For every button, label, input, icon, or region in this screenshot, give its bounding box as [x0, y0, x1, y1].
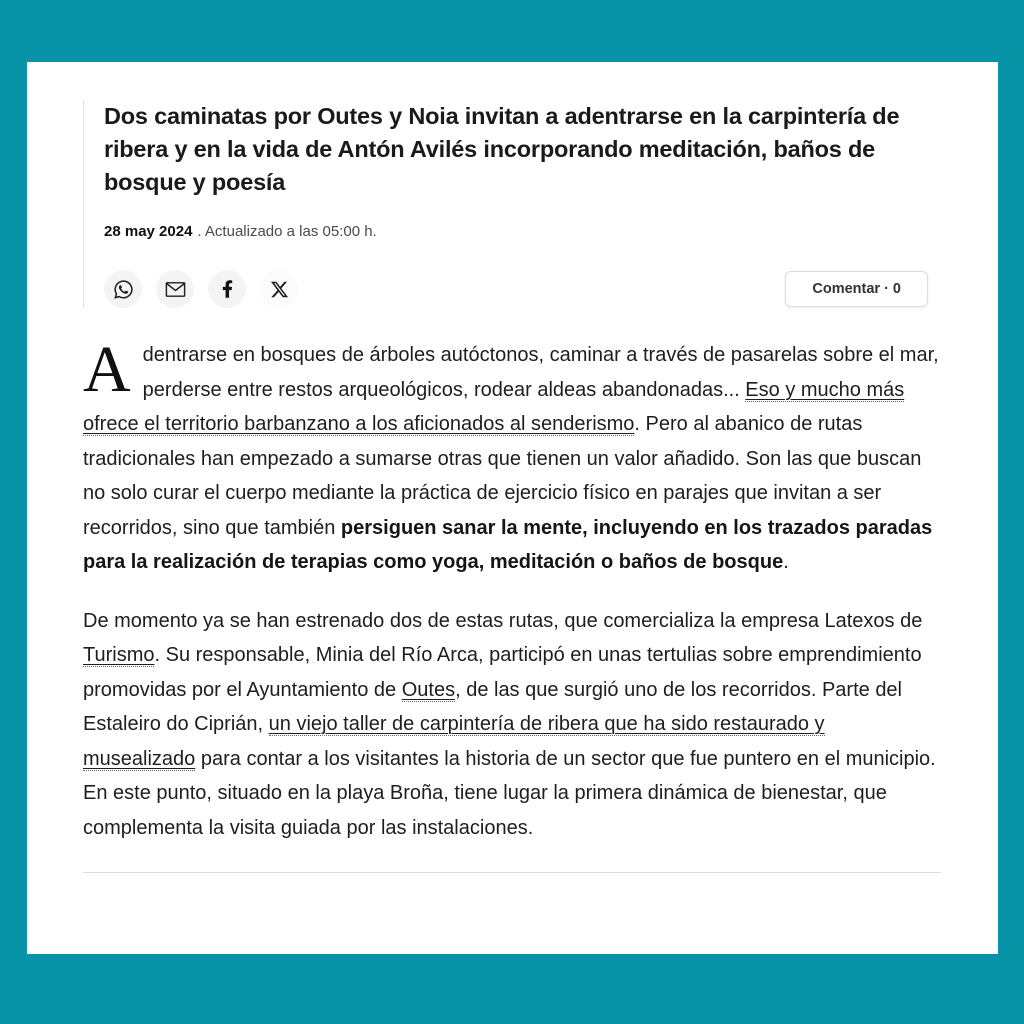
body-text: . Su responsable, Minia del Río Arca, participó en unas tertulias sobre emprendimiento promovidas por el Ayuntamiento de — [83, 644, 922, 701]
inline-link[interactable]: un viejo taller de carpintería de ribera que ha sido restaurado y musealizado — [83, 713, 825, 770]
share-whatsapp-button[interactable] — [104, 270, 142, 308]
share-x-button[interactable] — [260, 270, 298, 308]
share-icons — [104, 270, 298, 308]
inline-link[interactable]: Turismo — [83, 644, 155, 666]
body-text: dentrarse en bosques de árboles autóctonos, caminar a través de pasarelas sobre el mar, perderse entre restos arqueológicos, rodear aldeas abandonadas... — [142, 344, 939, 401]
email-icon — [164, 278, 187, 301]
article-title: Dos caminatas por Outes y Noia invitan a adentrarse en la carpintería de ribera y en la vida de Antón Avilés incorporando meditación, baños de bosque y poesía — [104, 103, 900, 195]
article-card — [27, 62, 998, 954]
publish-date: 28 may 2024 — [104, 223, 193, 240]
body-text: . — [783, 551, 789, 573]
body-text: para contar a los visitantes la historia de un sector que fue puntero en el municipio. En este punto, situado en la playa Broña, tiene lugar la primera dinámica de bienestar, que complementa la visita guiada por las instalaciones. — [83, 747, 936, 839]
updated-time: . Actualizado a las 05:00 h. — [197, 223, 377, 240]
body-text: . Pero al abanico de rutas tradicionales han empezado a sumarse otras que tienen un valor añadido. Son las que buscan no solo curar el cuerpo mediante la práctica de ejercicio físico en parajes que invitan a ser recorridos, sino que también — [83, 413, 922, 539]
whatsapp-icon — [113, 279, 134, 300]
article-header — [83, 100, 941, 308]
article-paragraph — [83, 604, 941, 846]
article-content — [27, 62, 998, 873]
body-text: , de las que surgió uno de los recorridos. Parte del Estaleiro do Ciprián, — [83, 678, 903, 735]
article-body — [83, 333, 941, 845]
share-email-button[interactable] — [156, 270, 194, 308]
comment-button[interactable]: Comentar · 0 — [785, 271, 928, 307]
article-paragraph — [83, 333, 941, 580]
dropcap: A — [83, 333, 131, 406]
dateline — [104, 223, 941, 240]
bold-text: persiguen sanar la mente, incluyendo en los trazados paradas para la realización de terapias como yoga, meditación o baños de bosque — [83, 516, 933, 573]
inline-link[interactable]: Eso y mucho más ofrece el territorio barbanzano a los aficionados al senderismo — [83, 378, 905, 435]
inline-link[interactable]: Outes — [401, 678, 456, 701]
x-icon — [270, 280, 289, 299]
bottom-divider — [83, 872, 941, 873]
body-text: De momento ya se han estrenado dos de estas rutas, que comercializa la empresa Latexos de — [83, 609, 923, 632]
share-facebook-button[interactable] — [208, 270, 246, 308]
share-row — [104, 270, 941, 308]
facebook-icon — [222, 279, 233, 299]
